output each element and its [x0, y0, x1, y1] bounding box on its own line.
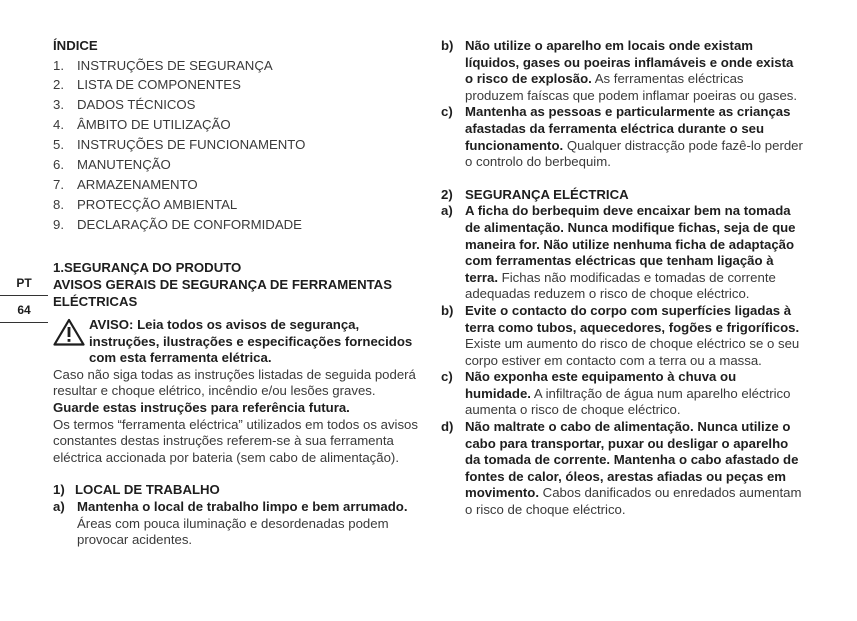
toc-item: [53, 197, 421, 214]
toc-item: [53, 157, 421, 174]
toc-item: [53, 117, 421, 134]
work-area-item-b: [441, 38, 803, 104]
keep-instructions: Guarde estas instruções para referência futura.: [53, 400, 350, 416]
toc-num: 9.: [53, 216, 64, 232]
toc-item: [53, 97, 421, 114]
toc-list: [53, 58, 421, 234]
toc-num: 5.: [53, 137, 64, 153]
item-label: a): [53, 499, 65, 515]
item-label: c): [441, 104, 453, 120]
page-number: 64: [17, 303, 31, 317]
toc-label: INSTRUÇÕES DE FUNCIONAMENTO: [77, 137, 306, 153]
work-area-item-c: [441, 104, 803, 170]
item-bold: Mantenha as pessoas e particularmente as crianças afastadas da ferramenta eléctrica durante o seu funcionamento.: [465, 104, 791, 153]
electrical-item-d: [441, 419, 803, 519]
right-column: [441, 38, 803, 519]
item-text: A infiltração de água num aparelho eléctrico aumenta o risco de choque eléctrico.: [465, 385, 791, 418]
item-bold: A ficha do berbequim deve encaixar bem na tomada de alimentação. Nunca modifique fichas, seja de que maneira for. Não utilize nenhuma ficha de adaptação com ferramentas eléctricas que tenham ligação à terra.: [465, 203, 796, 285]
item-text: As ferramentas eléctricas produzem faíscas que podem inflamar poeiras ou gases.: [465, 71, 798, 103]
heading-title: LOCAL DE TRABALHO: [75, 482, 220, 498]
heading-num: 1): [53, 482, 65, 498]
work-area-item-a: [53, 499, 421, 549]
electrical-item-b: [441, 303, 803, 369]
warning-block: [53, 317, 421, 367]
language-tab: PT: [16, 276, 32, 290]
item-bold: Mantenha o local de trabalho limpo e bem arrumado.: [77, 499, 408, 515]
left-column: [53, 38, 421, 549]
toc-label: PROTECÇÃO AMBIENTAL: [77, 196, 238, 212]
toc-item: [53, 137, 421, 154]
tab-divider-bottom: [0, 322, 48, 323]
toc-label: DADOS TÉCNICOS: [77, 97, 196, 113]
toc-num: 3.: [53, 97, 64, 113]
toc-num: 1.: [53, 57, 64, 73]
item-label: a): [441, 203, 453, 219]
item-label: b): [441, 302, 454, 318]
toc-item: [53, 177, 421, 194]
work-area-heading: [53, 482, 421, 499]
toc-label: DECLARAÇÃO DE CONFORMIDADE: [77, 216, 302, 232]
toc-num: 4.: [53, 117, 64, 133]
toc-label: ÂMBITO DE UTILIZAÇÃO: [77, 117, 231, 133]
toc-label: ARMAZENAMENTO: [77, 176, 198, 192]
item-label: c): [441, 369, 453, 385]
toc-item: [53, 58, 421, 75]
toc-num: 6.: [53, 157, 64, 173]
toc-label: INSTRUÇÕES DE SEGURANÇA: [77, 57, 273, 73]
toc-label: LISTA DE COMPONENTES: [77, 77, 241, 93]
tab-divider: [0, 295, 48, 296]
electrical-item-c: [441, 369, 803, 419]
item-text: Qualquer distracção pode fazê-lo perder o controlo do berbequim.: [465, 137, 803, 170]
toc-label: MANUTENÇÃO: [77, 157, 171, 173]
electrical-item-a: [441, 203, 803, 303]
item-label: d): [441, 419, 454, 435]
item-label: b): [441, 38, 454, 53]
toc-num: 2.: [53, 77, 64, 93]
warning-text: Caso não siga todas as instruções listadas de seguida poderá resultar e choque elétrico, incêndio e/ou lesões graves.: [53, 366, 416, 399]
item-text: Fichas não modificadas e tomadas de corrente adequadas reduzem o risco de choque eléctrico.: [465, 269, 776, 302]
toc-item: [53, 77, 421, 94]
toc-title: ÍNDICE: [53, 38, 98, 53]
item-text: Cabos danificados ou enredados aumentam o risco de choque eléctrico.: [465, 485, 802, 518]
item-text: Existe um aumento do risco de choque eléctrico se o seu corpo estiver em contacto com a terra ou a massa.: [465, 336, 800, 368]
terms-text: Os termos “ferramenta eléctrica” utilizados em todos os avisos constantes destas instruções referem-se à sua ferramenta eléctrica accionada por bateria (sem cabo de alimentação).: [53, 416, 418, 465]
warning-triangle-icon: [53, 318, 85, 346]
toc-item: [53, 217, 421, 234]
item-bold: Não maltrate o cabo de alimentação. Nunca utilize o cabo para transportar, puxar ou desligar o aparelho da tomada de corrente. Mantenha o cabo afastado de fontes de calor, óleos, arestas afiadas ou peças em movimento.: [465, 419, 799, 501]
section-subtitle: AVISOS GERAIS DE SEGURANÇA DE FERRAMENTAS ELÉCTRICAS: [53, 276, 392, 309]
item-bold: Não exponha este equipamento à chuva ou humidade.: [465, 369, 737, 401]
toc-num: 8.: [53, 196, 64, 212]
item-bold: Evite o contacto do corpo com superfícies ligadas à terra como tubos, aquecedores, fogões e frigoríficos.: [465, 302, 800, 335]
item-bold: Não utilize o aparelho em locais onde existam líquidos, gases ou poeiras inflamáveis e onde exista o risco de explosão.: [465, 38, 794, 87]
warning-bold: AVISO: Leia todos os avisos de segurança, instruções, ilustrações e especificações fornecidos com esta ferramenta elétrica.: [89, 317, 413, 366]
item-text: Áreas com pouca iluminação e desordenadas podem provocar acidentes.: [77, 515, 389, 548]
electrical-heading: [441, 187, 803, 204]
toc-num: 7.: [53, 176, 64, 192]
heading-title: SEGURANÇA ELÉCTRICA: [465, 186, 629, 202]
heading-num: 2): [441, 186, 453, 202]
section-title: 1.SEGURANÇA DO PRODUTO: [53, 260, 242, 276]
